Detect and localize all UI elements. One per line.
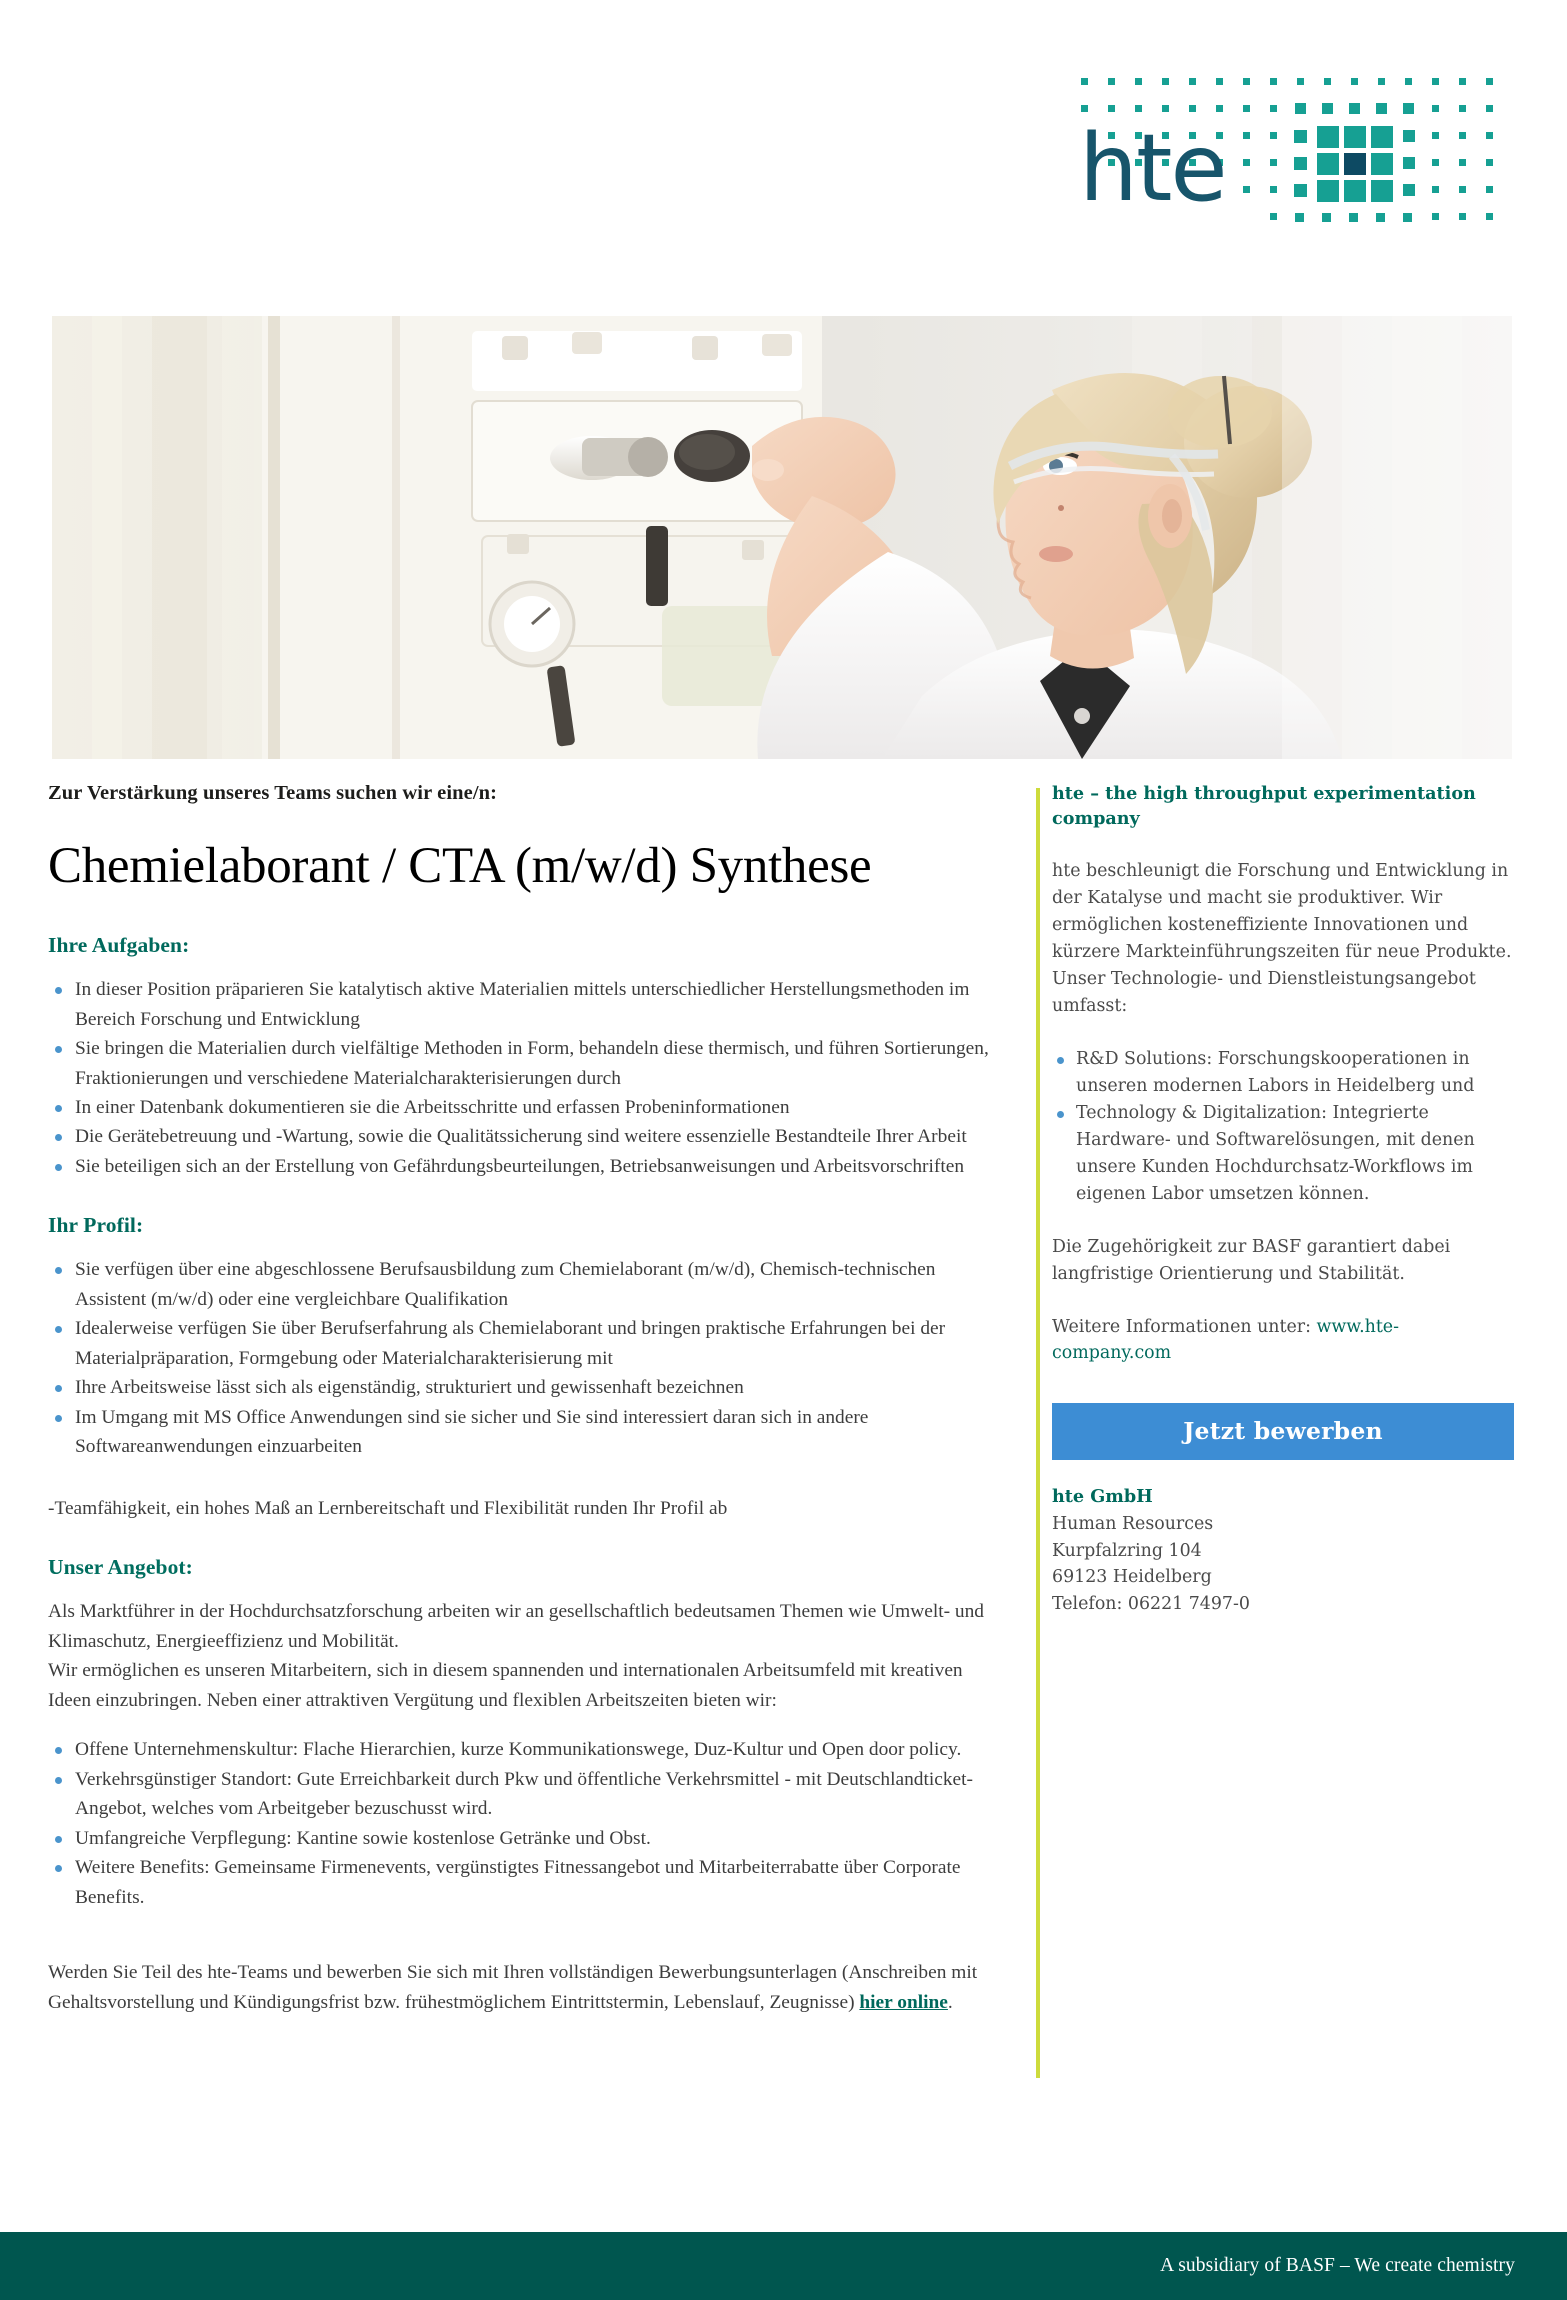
list-item: Offene Unternehmenskultur: Flache Hierarchien, kurze Kommunikationswege, Duz-Kultur und Open door policy.	[48, 1735, 1008, 1764]
section-heading-tasks: Ihre Aufgaben:	[48, 933, 190, 958]
main-content-column	[48, 782, 1008, 2017]
spacer	[48, 1715, 1008, 1735]
benefits-list	[48, 1735, 1008, 1912]
spacer	[48, 1462, 1008, 1494]
services-list	[1052, 1046, 1514, 1208]
basf-paragraph: Die Zugehörigkeit zur BASF garantiert dabei langfristige Orientierung und Stabilität.	[1052, 1236, 1451, 1284]
tasks-list	[48, 975, 1008, 1181]
spacer	[1052, 1208, 1514, 1234]
sidebar-heading: hte – the high throughput experimentation company	[1052, 783, 1476, 829]
offer-intro-2: Wir ermöglichen es unseren Mitarbeitern, sich in diesem spannenden und internationalen Arbeitsumfeld mit kreativen Ideen einzubringen. Neben einer attraktiven Vergütung und flexiblen Arbeitszeiten bieten wir:	[48, 1660, 963, 1711]
list-item: Verkehrsgünstiger Standort: Gute Erreichbarkeit durch Pkw und öffentliche Verkehrsmittel - mit Deutschlandticket-Angebot, welches vom Arbeitgeber bezuschusst wird.	[48, 1765, 1008, 1824]
apply-online-link[interactable]: hier online	[859, 1991, 948, 2013]
spacer	[48, 1523, 1008, 1555]
sidebar-column	[1052, 782, 1514, 1617]
address-line: Human Resources	[1052, 1514, 1214, 1535]
spacer	[48, 1181, 1008, 1213]
page-title: Chemielaborant / CTA (m/w/d) Synthese	[48, 838, 872, 894]
list-item: Sie bringen die Materialien durch vielfältige Methoden in Form, behandeln diese thermisch, und führen Sortierungen, Fraktionierungen und verschiedene Materialcharakterisierungen durch	[48, 1034, 1008, 1093]
spacer	[1052, 1367, 1514, 1403]
more-info-paragraph	[1052, 1314, 1514, 1368]
profile-list	[48, 1255, 1008, 1461]
address-line: 69123 Heidelberg	[1052, 1567, 1212, 1588]
spacer	[1052, 1460, 1514, 1486]
list-item: R&D Solutions: Forschungskooperationen in unseren modernen Labors in Heidelberg und	[1052, 1046, 1514, 1100]
closing-paragraph	[48, 1958, 1008, 2017]
address-line: Telefon: 06221 7497-0	[1052, 1593, 1250, 1614]
list-item: Technology & Digitalization: Integrierte Hardware- und Softwarelösungen, mit denen unsere Kunden Hochdurchsatz-Workflows im eigenen Labor umsetzen können.	[1052, 1100, 1514, 1208]
website-link[interactable]: www.hte-company.com	[1052, 1316, 1399, 1364]
closing-text-before: Werden Sie Teil des hte-Teams und bewerben Sie sich mit Ihren vollständigen Bewerbungsunterlagen (Anschreiben mit Gehaltsvorstellung und Kündigungsfrist bzw. frühestmöglichem Eintrittstermin, Lebenslauf, Zeugnisse)	[48, 1962, 978, 2013]
spacer	[1052, 1288, 1514, 1314]
section-heading-offer: Unser Angebot:	[48, 1555, 193, 1580]
list-item: Idealerweise verfügen Sie über Berufserfahrung als Chemielaborant und bringen praktische Erfahrungen bei der Materialpräparation, Formgebung oder Materialcharakterisierung mit	[48, 1314, 1008, 1373]
list-item: Sie verfügen über eine abgeschlossene Berufsausbildung zum Chemielaborant (m/w/d), Chemisch-technischen Assistent (m/w/d) oder eine vergleichbare Qualifikation	[48, 1255, 1008, 1314]
logo-wordmark: hte	[1079, 114, 1226, 222]
apply-button[interactable]: Jetzt bewerben	[1052, 1403, 1514, 1460]
list-item: Umfangreiche Verpflegung: Kantine sowie kostenlose Getränke und Obst.	[48, 1824, 1008, 1853]
address-line: Kurpfalzring 104	[1052, 1540, 1202, 1561]
list-item: Weitere Benefits: Gemeinsame Firmenevents, vergünstigtes Fitnessangebot und Mitarbeiterrabatte über Corporate Benefits.	[48, 1853, 1008, 1912]
offer-intro-1: Als Marktführer in der Hochdurchsatzforschung arbeiten wir an gesellschaftlich bedeutsamen Themen wie Umwelt- und Klimaschutz, Energieeffizienz und Mobilität.	[48, 1601, 985, 1652]
list-item: Sie beteiligen sich an der Erstellung von Gefährdungsbeurteilungen, Betriebsanweisungen und Arbeitsvorschriften	[48, 1152, 1008, 1181]
list-item: Im Umgang mit MS Office Anwendungen sind sie sicher und Sie sind interessiert daran sich in andere Softwareanwendungen einzuarbeiten	[48, 1403, 1008, 1462]
list-item: In dieser Position präparieren Sie katalytisch aktive Materialien mittels unterschiedlicher Herstellungsmethoden im Bereich Forschung und Entwicklung	[48, 975, 1008, 1034]
column-divider	[1036, 788, 1040, 2078]
spacer	[1052, 1020, 1514, 1046]
list-item: Ihre Arbeitsweise lässt sich als eigenständig, strukturiert und gewissenhaft bezeichnen	[48, 1373, 1008, 1402]
hero-image	[52, 316, 1512, 759]
closing-text-after: .	[947, 1991, 953, 2013]
footer-bar	[0, 2232, 1567, 2300]
list-item: Die Gerätebetreuung und -Wartung, sowie die Qualitätssicherung sind weitere essenzielle Bestandteile Ihrer Arbeit	[48, 1122, 1008, 1151]
company-description: hte beschleunigt die Forschung und Entwicklung in der Katalyse und macht sie produktiver. Wir ermöglichen kosteneffiziente Innovationen und kürzere Markteinführungszeiten für neue Produkte. Unser Technologie- und Dienstleistungsangebot umfasst:	[1052, 860, 1512, 1016]
hte-logo	[1073, 70, 1503, 235]
profile-note: -Teamfähigkeit, ein hohes Maß an Lernbereitschaft und Flexibilität runden Ihr Profil ab	[48, 1497, 728, 1519]
company-name: hte GmbH	[1052, 1486, 1153, 1508]
spacer	[48, 1912, 1008, 1958]
kicker-text: Zur Verstärkung unseres Teams suchen wir eine/n:	[48, 782, 498, 804]
list-item: In einer Datenbank dokumentieren sie die Arbeitsschritte und erfassen Probeninformationen	[48, 1093, 1008, 1122]
section-heading-profile: Ihr Profil:	[48, 1213, 144, 1238]
footer-text: A subsidiary of BASF – We create chemistry	[1160, 2255, 1515, 2276]
more-info-prefix: Weitere Informationen unter:	[1052, 1316, 1317, 1337]
